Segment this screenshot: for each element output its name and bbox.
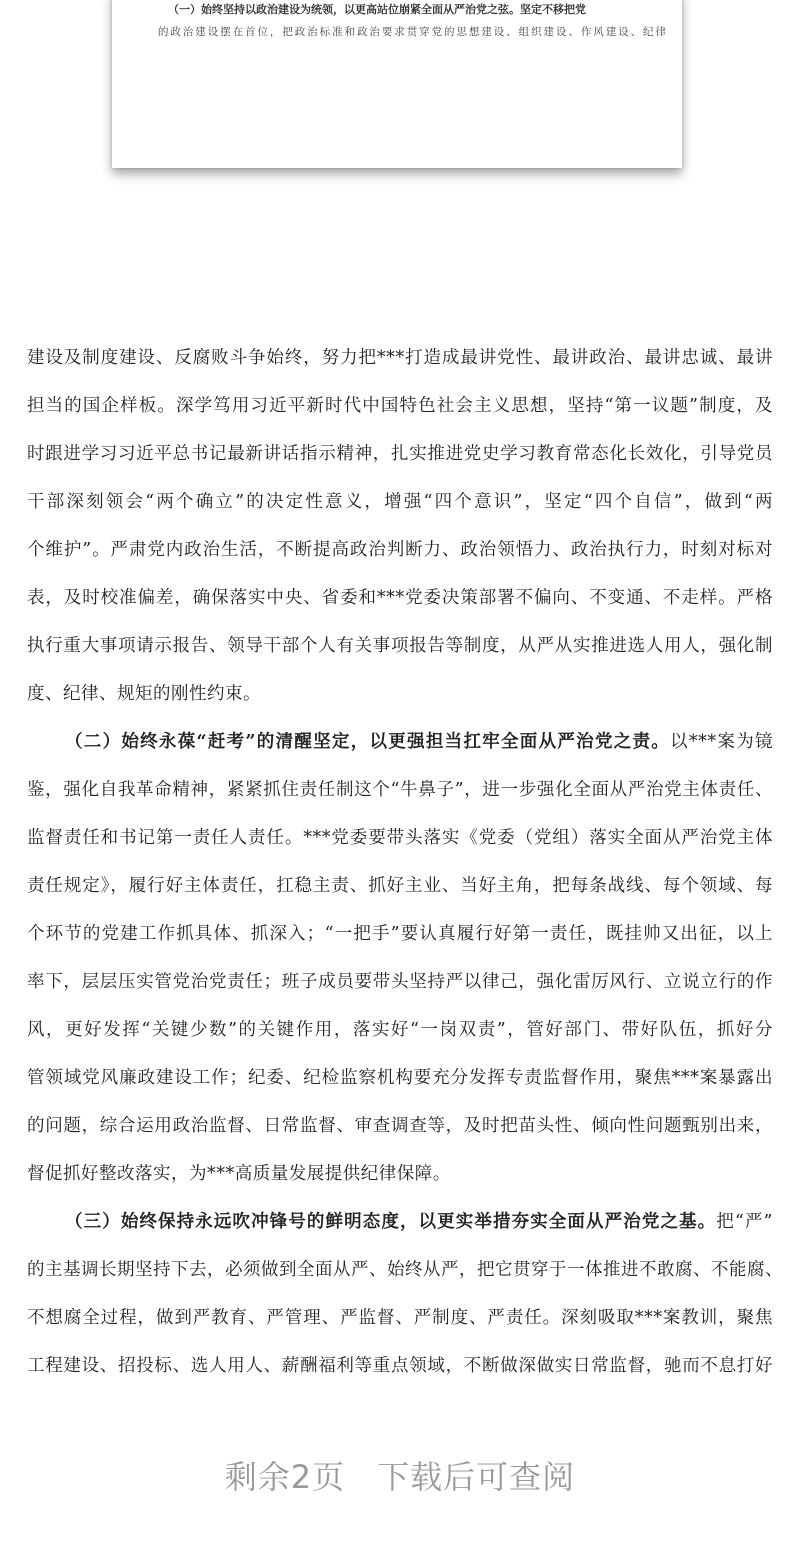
document-preview-card [112,0,682,168]
text-line: 率下，层层压实管党治党责任；班子成员要带头坚持严以律己，强化雷厉风行、立说立行的作 [27,972,773,992]
text-line: 的主基调长期坚持下去，必须做到全面从严、始终从严，把它贯穿于一体推进不敢腐、不能腐、 [27,1260,783,1280]
text-line: 个维护”。严肃党内政治生活，不断提高政治判断力、政治领悟力、政治执行力，时刻对标对 [27,540,773,560]
download-prompt[interactable] [0,1452,800,1498]
section-heading: （三）始终保持永远吹冲锋号的鲜明态度，以更实举措夯实全面从严治党之基。 [65,1212,717,1232]
document-body [27,343,783,1399]
text-line: 干部深刻领会“两个确立”的决定性意义，增强“四个意识”，坚定“四个自信”，做到“两 [27,492,773,512]
paragraph-2 [27,727,773,1207]
text-line [27,1207,773,1255]
text-line: 监督责任和书记第一责任人责任。***党委要带头落实《党委（党组）落实全面从严治党主体 [27,828,773,848]
text-line: 不想腐全过程，做到严教育、严管理、严监督、严制度、严责任。深刻吸取***案教训，聚焦 [27,1308,773,1328]
remaining-pages: 剩余2页 [224,1458,346,1496]
text-line: 工程建设、招投标、选人用人、薪酬福利等重点领域，不断做深做实日常监督，驰而不息打好 [27,1356,773,1376]
text-line: 表，及时校准偏差，确保落实中央、省委和***党委决策部署不偏向、不变通、不走样。严格 [27,588,773,608]
paragraph-1 [27,343,773,727]
text-line: 鉴，强化自我革命精神，紧紧抓住责任制这个“牛鼻子”，进一步强化全面从严治党主体责任、 [27,780,773,800]
text-line: 度、纪律、规矩的刚性约束。 [27,684,261,704]
text-line: 督促抓好整改落实，为***高质量发展提供纪律保障。 [27,1164,451,1184]
paragraph-3 [27,1207,783,1399]
text-line: 责任规定》，履行好主体责任，扛稳主责、抓好主业、当好主角，把每条战线、每个领域、每 [27,876,773,896]
text-line: 建设及制度建设、反腐败斗争始终，努力把***打造成最讲党性、最讲政治、最讲忠诚、最讲 [27,348,773,368]
preview-line: 的政治建设摆在首位，把政治标准和政治要求贯穿党的思想建设、组织建设、作风建设、纪律 [158,26,666,38]
text-line [27,727,773,775]
text-line: 的问题，综合运用政治监督、日常监督、审查调查等，及时把苗头性、倾向性问题甄别出来， [27,1116,773,1136]
preview-line: （一）始终坚持以政治建设为统领，以更高站位崩紧全面从严治党之弦。坚定不移把党 [168,3,586,16]
text-span: 把“严” [716,1212,773,1232]
text-line: 时跟进学习习近平总书记最新讲话指示精神，扎实推进党史学习教育常态化长效化，引导党员 [27,444,773,464]
text-line: 个环节的党建工作抓具体、抓深入；“一把手”要认真履行好第一责任，既挂帅又出征，以上 [27,924,773,944]
text-line: 执行重大事项请示报告、领导干部个人有关事项报告等制度，从严从实推进选人用人，强化制 [27,636,773,656]
text-line: 风，更好发挥“关键少数”的关键作用，落实好“一岗双责”，管好部门、带好队伍，抓好分 [27,1020,773,1040]
text-line: 担当的国企样板。深学笃用习近平新时代中国特色社会主义思想，坚持“第一议题”制度，及 [27,396,773,416]
text-line: 管领域党风廉政建设工作；纪委、纪检监察机构要充分发挥专责监督作用，聚焦***案暴露出 [27,1068,773,1088]
text-span: 以***案为镜 [670,732,773,752]
section-heading: （二）始终永葆“赶考”的清醒坚定，以更强担当扛牢全面从严治党之责。 [65,732,671,752]
download-hint[interactable]: 下载后可查阅 [377,1458,576,1496]
